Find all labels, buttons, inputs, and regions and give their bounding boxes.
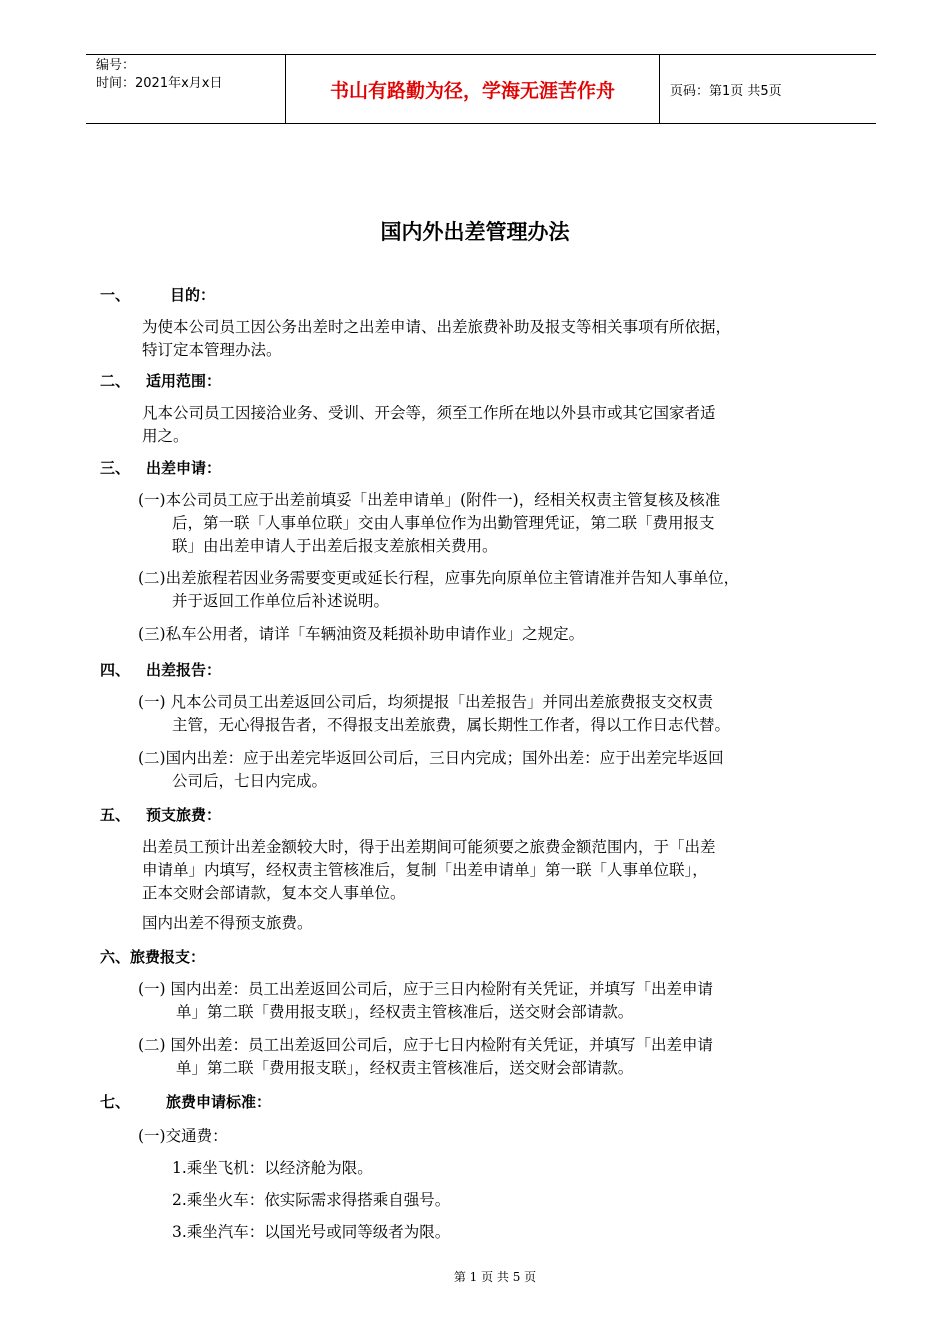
- section-heading-5: [100, 804, 221, 825]
- header-motto: 书山有路勤为径，学海无涯苦作舟: [286, 55, 660, 123]
- section-number: 四、: [100, 661, 131, 679]
- paragraph: 国内出差不得预支旅费。: [142, 914, 313, 932]
- paragraph: 申请单」内填写，经权责主管核准后，复制「出差申请单」第一联「人事单位联」，: [142, 861, 708, 879]
- section-title: 目的：: [170, 286, 216, 304]
- section-title: 适用范围：: [146, 372, 222, 390]
- section-title: 旅费申请标准：: [166, 1093, 272, 1111]
- section-heading-3: [100, 457, 221, 478]
- list-item-continuation: 主管，无心得报告者，不得报支出差旅费，属长期性工作者，得以工作日志代替。: [172, 716, 731, 734]
- document-title: 国内外出差管理办法: [380, 220, 570, 244]
- section-heading-7: [100, 1091, 271, 1112]
- header-meta: [86, 55, 286, 123]
- paragraph: 为使本公司员工因公务出差时之出差申请、出差旅费补助及报支等相关事项有所依据，: [142, 318, 732, 336]
- list-item: (一) 国内出差：员工出差返回公司后，应于三日内检附有关凭证，并填写「出差申请: [138, 980, 714, 998]
- section-heading-6: [100, 946, 205, 967]
- paragraph: 凡本公司员工因接洽业务、受训、开会等，须至工作所在地以外县市或其它国家者适: [142, 404, 716, 422]
- list-item: (二)出差旅程若因业务需要变更或延长行程，应事先向原单位主管请准并告知人事单位，: [138, 569, 740, 587]
- list-item-continuation: 单」第二联「费用报支联」，经权责主管核准后，送交财会部请款。: [176, 1059, 634, 1077]
- page-header: [86, 54, 876, 124]
- paragraph: 出差员工预计出差金额较大时，得于出差期间可能须要之旅费金额范围内，于「出差: [142, 838, 716, 856]
- section-title: 出差报告：: [146, 661, 222, 679]
- paragraph: 正本交财会部请款，复本交人事单位。: [142, 884, 406, 902]
- sub-heading: (一)交通费：: [138, 1127, 228, 1145]
- list-item: 1.乘坐飞机：以经济舱为限。: [172, 1159, 373, 1177]
- list-item: 3.乘坐汽车：以国光号或同等级者为限。: [172, 1223, 451, 1241]
- list-item: (一) 凡本公司员工出差返回公司后，均须提报「出差报告」并同出差旅费报支交权责: [138, 693, 714, 711]
- section-number: 五、: [100, 806, 131, 824]
- paragraph: 特订定本管理办法。: [142, 341, 282, 359]
- list-item: 2.乘坐火车：依实际需求得搭乘自强号。: [172, 1191, 451, 1209]
- header-page-info: 页码：第1页 共5页: [670, 83, 782, 99]
- section-number: 一、: [100, 286, 131, 304]
- list-item: (二)国内出差：应于出差完毕返回公司后，三日内完成；国外出差：应于出差完毕返回: [138, 749, 724, 767]
- section-heading-4: [100, 659, 221, 680]
- list-item: (二) 国外出差：员工出差返回公司后，应于七日内检附有关凭证，并填写「出差申请: [138, 1036, 714, 1054]
- section-title: 预支旅费：: [146, 806, 222, 824]
- list-item-continuation: 联」由出差申请人于出差后报支差旅相关费用。: [172, 537, 498, 555]
- list-item: (一)本公司员工应于出差前填妥「出差申请单」(附件一)，经相关权责主管复核及核准: [138, 491, 721, 509]
- paragraph: 用之。: [142, 427, 189, 445]
- list-item-continuation: 后，第一联「人事单位联」交由人事单位作为出勤管理凭证，第二联「费用报支: [172, 514, 715, 532]
- section-number: 二、: [100, 372, 131, 390]
- section-heading-2: [100, 370, 221, 391]
- section-number: 七、: [100, 1093, 131, 1111]
- list-item: (三)私车公用者，请详「车辆油资及耗损补助申请作业」之规定。: [138, 625, 585, 643]
- section-heading-1: [100, 284, 215, 305]
- list-item-continuation: 单」第二联「费用报支联」，经权责主管核准后，送交财会部请款。: [176, 1003, 634, 1021]
- section-title: 六、旅费报支：: [100, 948, 206, 966]
- section-number: 三、: [100, 459, 131, 477]
- document-time-label: 时间：2021年x月x日: [96, 76, 223, 91]
- page-footer: 第 1 页 共 5 页: [453, 1270, 537, 1284]
- section-title: 出差申请：: [146, 459, 222, 477]
- list-item-continuation: 并于返回工作单位后补述说明。: [172, 592, 390, 610]
- list-item-continuation: 公司后，七日内完成。: [172, 772, 328, 790]
- document-number-label: 编号：: [96, 58, 136, 73]
